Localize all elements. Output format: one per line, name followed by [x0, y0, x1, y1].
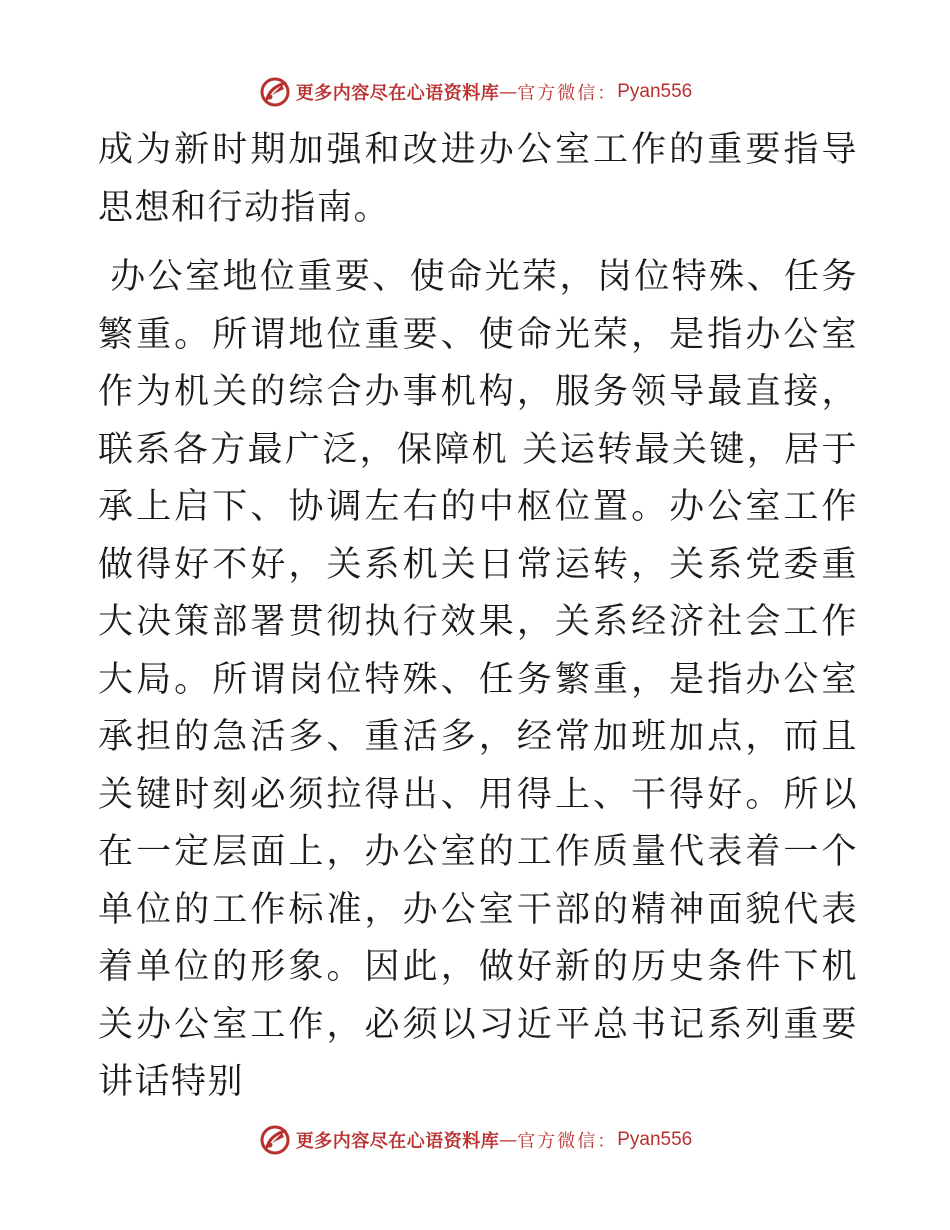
- header-dash: —: [499, 81, 518, 103]
- header-wechat-id: Pyan556: [617, 81, 693, 102]
- footer-brand-logo-icon: [258, 1123, 292, 1157]
- footer-wechat-label: 官方微信：: [517, 1131, 618, 1152]
- brand-logo-icon: [258, 75, 292, 109]
- footer-brand-text: 更多内容尽在心语资料库: [295, 1131, 500, 1152]
- footer-dash: —: [499, 1129, 518, 1151]
- footer-wechat-id: Pyan556: [617, 1129, 693, 1150]
- paragraph-1: 成为新时期加强和改进办公室工作的重要指导思想和行动指南。: [98, 130, 858, 228]
- paragraph-2: 办公室地位重要、使命光荣，岗位特殊、任务繁重。所谓地位重要、使命光荣，是指办公室作为机关的综合办事机构，服务领导最直接，联系各方最广泛，保障机 关运转最关键，居于承上启下、协调左右的中枢位置。办公室工作做得好不好，关系机关日常运转，关系党委重大决策部署贯彻执行效果，关系经济社会工作大局。所谓岗位特殊、任务繁重，是指办公室承担的急活多、重活多，经常加班加点，而且关键时刻必须拉得出、用得上、干得好。所以在一定层面上，办公室的工作质量代表着一个单位的工作标准，办公室干部的精神面貌代表着单位的形象。因此，做好新的历史条件下机关办公室工作，必须以习近平总书记系列重要讲话特别: [98, 257, 858, 1102]
- header-banner: [0, 72, 950, 112]
- header-wechat-label: 官方微信：: [517, 83, 618, 104]
- document-body: [98, 122, 858, 1112]
- header-brand-text: 更多内容尽在心语资料库: [295, 83, 500, 104]
- footer-banner: [0, 1120, 950, 1160]
